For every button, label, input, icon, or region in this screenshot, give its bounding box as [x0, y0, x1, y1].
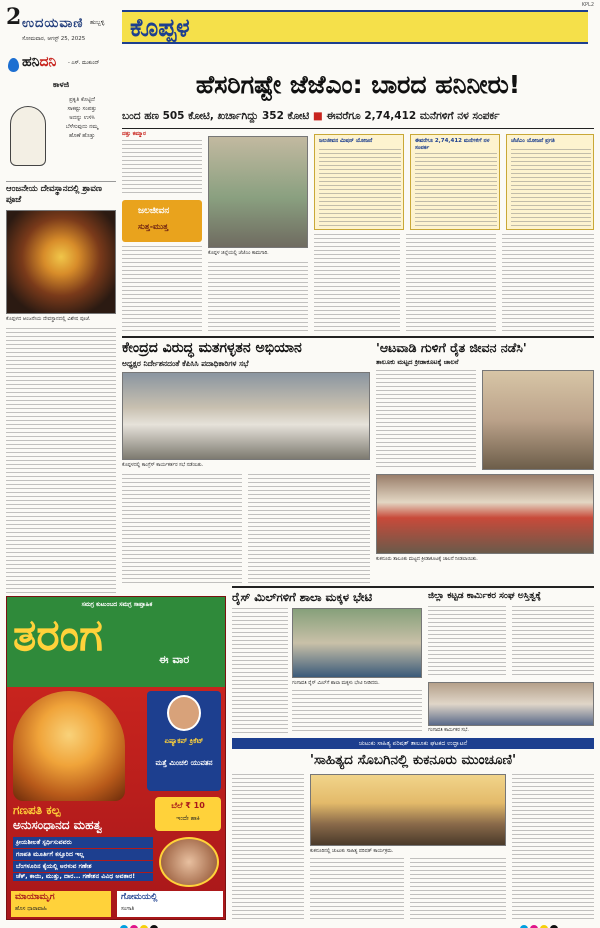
cricket-player	[167, 695, 201, 731]
ad-subbrand: ಈ ವಾರ	[159, 653, 190, 666]
ad-bullet: ಗಣಪತಿ ಮೂರ್ತಿಗೆ ಕಸ್ತೂರಿದ ಇಲ್ಲ	[13, 849, 153, 860]
cricket-title: ಏಷ್ಯಾಕಪ್ ಕ್ರಿಕೆಟ್	[164, 737, 204, 745]
cricket-sub: ಮತ್ತೆ ಮಿಂಚಲಿ ಯುವತನ	[155, 759, 213, 767]
story4-caption: ಗಂಗಾವತಿ ರೈಸ್ ಮಿಲ್‌ಗೆ ಶಾಲಾ ಮಕ್ಕಳು ಭೇಟಿ ನೀಡಿದರು.	[292, 681, 380, 686]
taranga-ad	[6, 596, 226, 920]
story2-headline: ಕೇಂದ್ರದ ವಿರುದ್ಧ ಮತಗಳ್ಳತನ ಅಭಿಯಾನ	[122, 340, 302, 356]
hanidani-brand-a: ಹನಿ	[22, 54, 40, 70]
ad-bullets	[13, 837, 153, 881]
ad-tagline: ಸಮಗ್ರ ಕುಟುಂಬದ ಸಮಗ್ರ ಸಾಪ್ತಾಹಿಕ	[81, 601, 153, 608]
hanidani-subtitle: ಕಾಳಜಿ	[52, 80, 70, 89]
district-name: ಕೊಪ್ಪಳ	[130, 13, 190, 42]
story6-caption: ಕುಕನೂರಿನಲ್ಲಿ ಚುಟುಕು ಸಾಹಿತ್ಯ ಪರಿಷತ್ ಕಾರ್ಯಕ್ರಮ.	[310, 849, 394, 854]
registration-marks-right	[520, 918, 580, 926]
hanidani-box	[6, 50, 116, 182]
serial-a: ಮಾಯಾಮೃಗ ಹೊಸ ಧಾರಾವಾಹಿ	[11, 891, 111, 917]
feature-sub: ಅನುಸಂಧಾನದ ಮಹತ್ವ	[13, 818, 102, 832]
lead-body-4	[314, 234, 400, 334]
registration-marks	[120, 918, 320, 926]
story6-headline: 'ಸಾಹಿತ್ಯದ ಸೊಬಗಿನಲ್ಲಿ ಕುಕನೂರು ಮುಂಚೂಣಿ'	[309, 752, 517, 768]
story2-caption: ಕೊಪ್ಪಳದಲ್ಲಿ ಕಾಂಗ್ರೆಸ್ ಕಾರ್ಯಕರ್ತರ ಸಭೆ ನಡೆಯಿತು.	[122, 463, 204, 468]
story3-caption: ಕುಕನೂರು ತಾಲೂಕು ಮಟ್ಟದ ಕ್ರೀಡಾಕೂಟಕ್ಕೆ ಚಾಲನೆ ನೀಡಲಾಯಿತು.	[376, 557, 478, 562]
lead-box-1: ಜಲಜೀವನ ಮಿಷನ್ ಯೋಜನೆ	[314, 134, 404, 230]
ad-bullet: ಕ್ರೀಯಶೀಲತೆ ಸ್ಪರ್ಧಿಸುವವರು	[13, 837, 153, 848]
story6-photo	[310, 774, 506, 846]
lead-body-3	[208, 262, 308, 334]
ad-brand: ತರಂಗ	[13, 610, 103, 661]
price-badge: ಬೆಲೆ ₹ 10 ಇಂದೇ ಹಾಕಿ	[155, 797, 221, 831]
hanidani-brand-b: ದನಿ	[39, 54, 57, 70]
story2	[122, 336, 370, 584]
lead-body-2	[122, 246, 202, 334]
story3-subhead: ತಾಲೂಕು ಮಟ್ಟದ ಕ್ರೀಡಾಕೂಟಕ್ಕೆ ಚಾಲನೆ	[376, 358, 459, 366]
story5-photo	[428, 682, 594, 726]
cartoon-face	[10, 106, 46, 166]
district-banner	[122, 10, 588, 44]
story2-photo	[122, 372, 370, 460]
story3	[376, 336, 594, 576]
lead-box-2: ಈವರೆಗೂ 2,74,412 ಮನೆಗಳಿಗೆ ನಳ ಸಂಪರ್ಕ	[410, 134, 500, 230]
story5	[428, 586, 594, 734]
lead-headline: ಹೆಸರಿಗಷ್ಟೇ ಜೆಜೆಎಂ: ಬಾರದ ಹನಿನೀರು!	[195, 70, 521, 99]
page-number: 2	[6, 4, 22, 30]
lead-box-3: ಜೆಜೆಎಂ ಯೋಜನೆ ಪ್ರಗತಿ	[506, 134, 594, 230]
story4-headline: ರೈಸ್ ಮಿಲ್‌ಗಳಿಗೆ ಶಾಲಾ ಮಕ್ಕಳ ಭೇಟಿ	[232, 590, 373, 604]
lead-story	[122, 50, 594, 334]
ad-bullet: ಬೆಂಗಳೂರಿನ ಕೈಯಲ್ಲಿ ಅರಳುವ ಗಣೇಶ	[13, 861, 153, 872]
serial-b: ಗೋಮಯಲ್ಲಿ ಸಂಗಾತಿ	[117, 891, 223, 917]
actress-photo	[159, 837, 219, 887]
lead-byline: ದತ್ತು ಕಮ್ಮಾರ	[122, 131, 146, 137]
lead-photo	[208, 136, 308, 248]
drop-icon	[8, 58, 19, 72]
temple-story	[6, 184, 116, 614]
feature-title: ಗಣಪತಿ ಕಲ್ಪ	[13, 803, 61, 817]
jjm-logo: ಜಲಜೀವನ ಸುತ್ತ-ಮುತ್ತ	[122, 200, 202, 242]
story4-photo	[292, 608, 422, 678]
page-code: KPL2	[581, 2, 594, 8]
edition: ಹುಬ್ಬಳ್ಳಿ	[90, 19, 105, 26]
masthead	[6, 2, 594, 50]
lead-body-5	[406, 234, 496, 334]
hanidani-poem: ಪ್ರಕೃತಿ ಕೊಟ್ಟಿದೆ ಸಾಕಷ್ಟು ಸಂಪತ್ತು ಅದನ್ನು ಉಳಿಸಿ ಬೆಳೆಸುವುದು ನಮ್ಮ ಹೊಣೆ ಹೊತ್ತು	[65, 97, 99, 139]
story3-headline: 'ಆಟವಾಡಿ ಗುಳಿಗೆ ರೈತ ಜೀವನ ನಡೆಸಿ'	[376, 340, 527, 355]
story2-subhead: ಅಧ್ಯಕ್ಷರ ನಿರ್ದೇಶನದಂತೆ ಕೆಪಿಸಿಸಿ ಪದಾಧಿಕಾರಿಗಳ ಸಭೆ	[122, 359, 249, 368]
lead-subhead-a: ಬಂದ ಹಣ 505 ಕೋಟಿ, ಖರ್ಚಾಗಿದ್ದು 352 ಕೋಟಿ	[122, 110, 310, 122]
paper-name: ಉದಯವಾಣಿ	[22, 16, 84, 31]
lead-caption: ಕೊಪ್ಪಳ ಜಿಲ್ಲೆಯಲ್ಲಿ ಜೆಜೆಎಂ ಕಾಮಗಾರಿ.	[208, 251, 269, 256]
ad-bullet: ಚೆಕ್, ಕಾಯಿ, ಮುತ್ತು, ದಾರ... ಗಣೇಶನ ವಿವಿಧ ಅವತಾರ!	[13, 873, 153, 881]
ganesha-image	[13, 691, 125, 801]
temple-photo	[6, 210, 116, 314]
story5-caption: ಗಂಗಾವತಿ ಕಾರ್ಮಿಕರ ಸಭೆ.	[428, 728, 469, 733]
temple-headline: ಆಂಜನೇಯ ದೇವಸ್ಥಾನದಲ್ಲಿ ಶ್ರಾವಣ ಪೂಜೆ	[6, 184, 102, 205]
story4	[232, 586, 422, 734]
lead-subhead-b: ಈವರೆಗೂ 2,74,412 ಮನೆಗಳಿಗೆ ನಳ ಸಂಪರ್ಕ	[326, 110, 500, 122]
story6	[232, 738, 594, 920]
hanidani-author: - ಎಸ್. ಮುಕುಂದ್	[68, 60, 100, 66]
date: ಸೋಮವಾರ, ಆಗಸ್ಟ್ 25, 2025	[22, 36, 86, 42]
cricket-box	[147, 691, 221, 791]
temple-body	[6, 328, 116, 612]
story6-kicker: ಚುಟುಕು ಸಾಹಿತ್ಯ ಪರಿಷತ್ ತಾಲೂಕು ಘಟಕದ ಉದ್ಘಾಟನೆ	[232, 738, 594, 749]
story3-photo-2	[376, 474, 594, 554]
lead-subhead: ಬಂದ ಹಣ 505 ಕೋಟಿ, ಖರ್ಚಾಗಿದ್ದು 352 ಕೋಟಿ ■ ಈವರೆಗೂ 2,74,412 ಮನೆಗಳಿಗೆ ನಳ ಸಂಪರ್ಕ	[122, 110, 500, 122]
lead-body-1	[122, 140, 202, 196]
temple-caption: ಕೊಪ್ಪಳದ ಆಂಜನೇಯ ದೇವಸ್ಥಾನದಲ್ಲಿ ವಿಶೇಷ ಪೂಜೆ.	[6, 316, 91, 322]
story3-photo	[482, 370, 594, 470]
story5-headline: ಜಿಲ್ಲಾ ಕಟ್ಟಡ ಕಾರ್ಮಿಕರ ಸಂಘ ಅಸ್ತಿತ್ವಕ್ಕೆ	[428, 591, 541, 601]
lead-body-6	[502, 234, 594, 334]
